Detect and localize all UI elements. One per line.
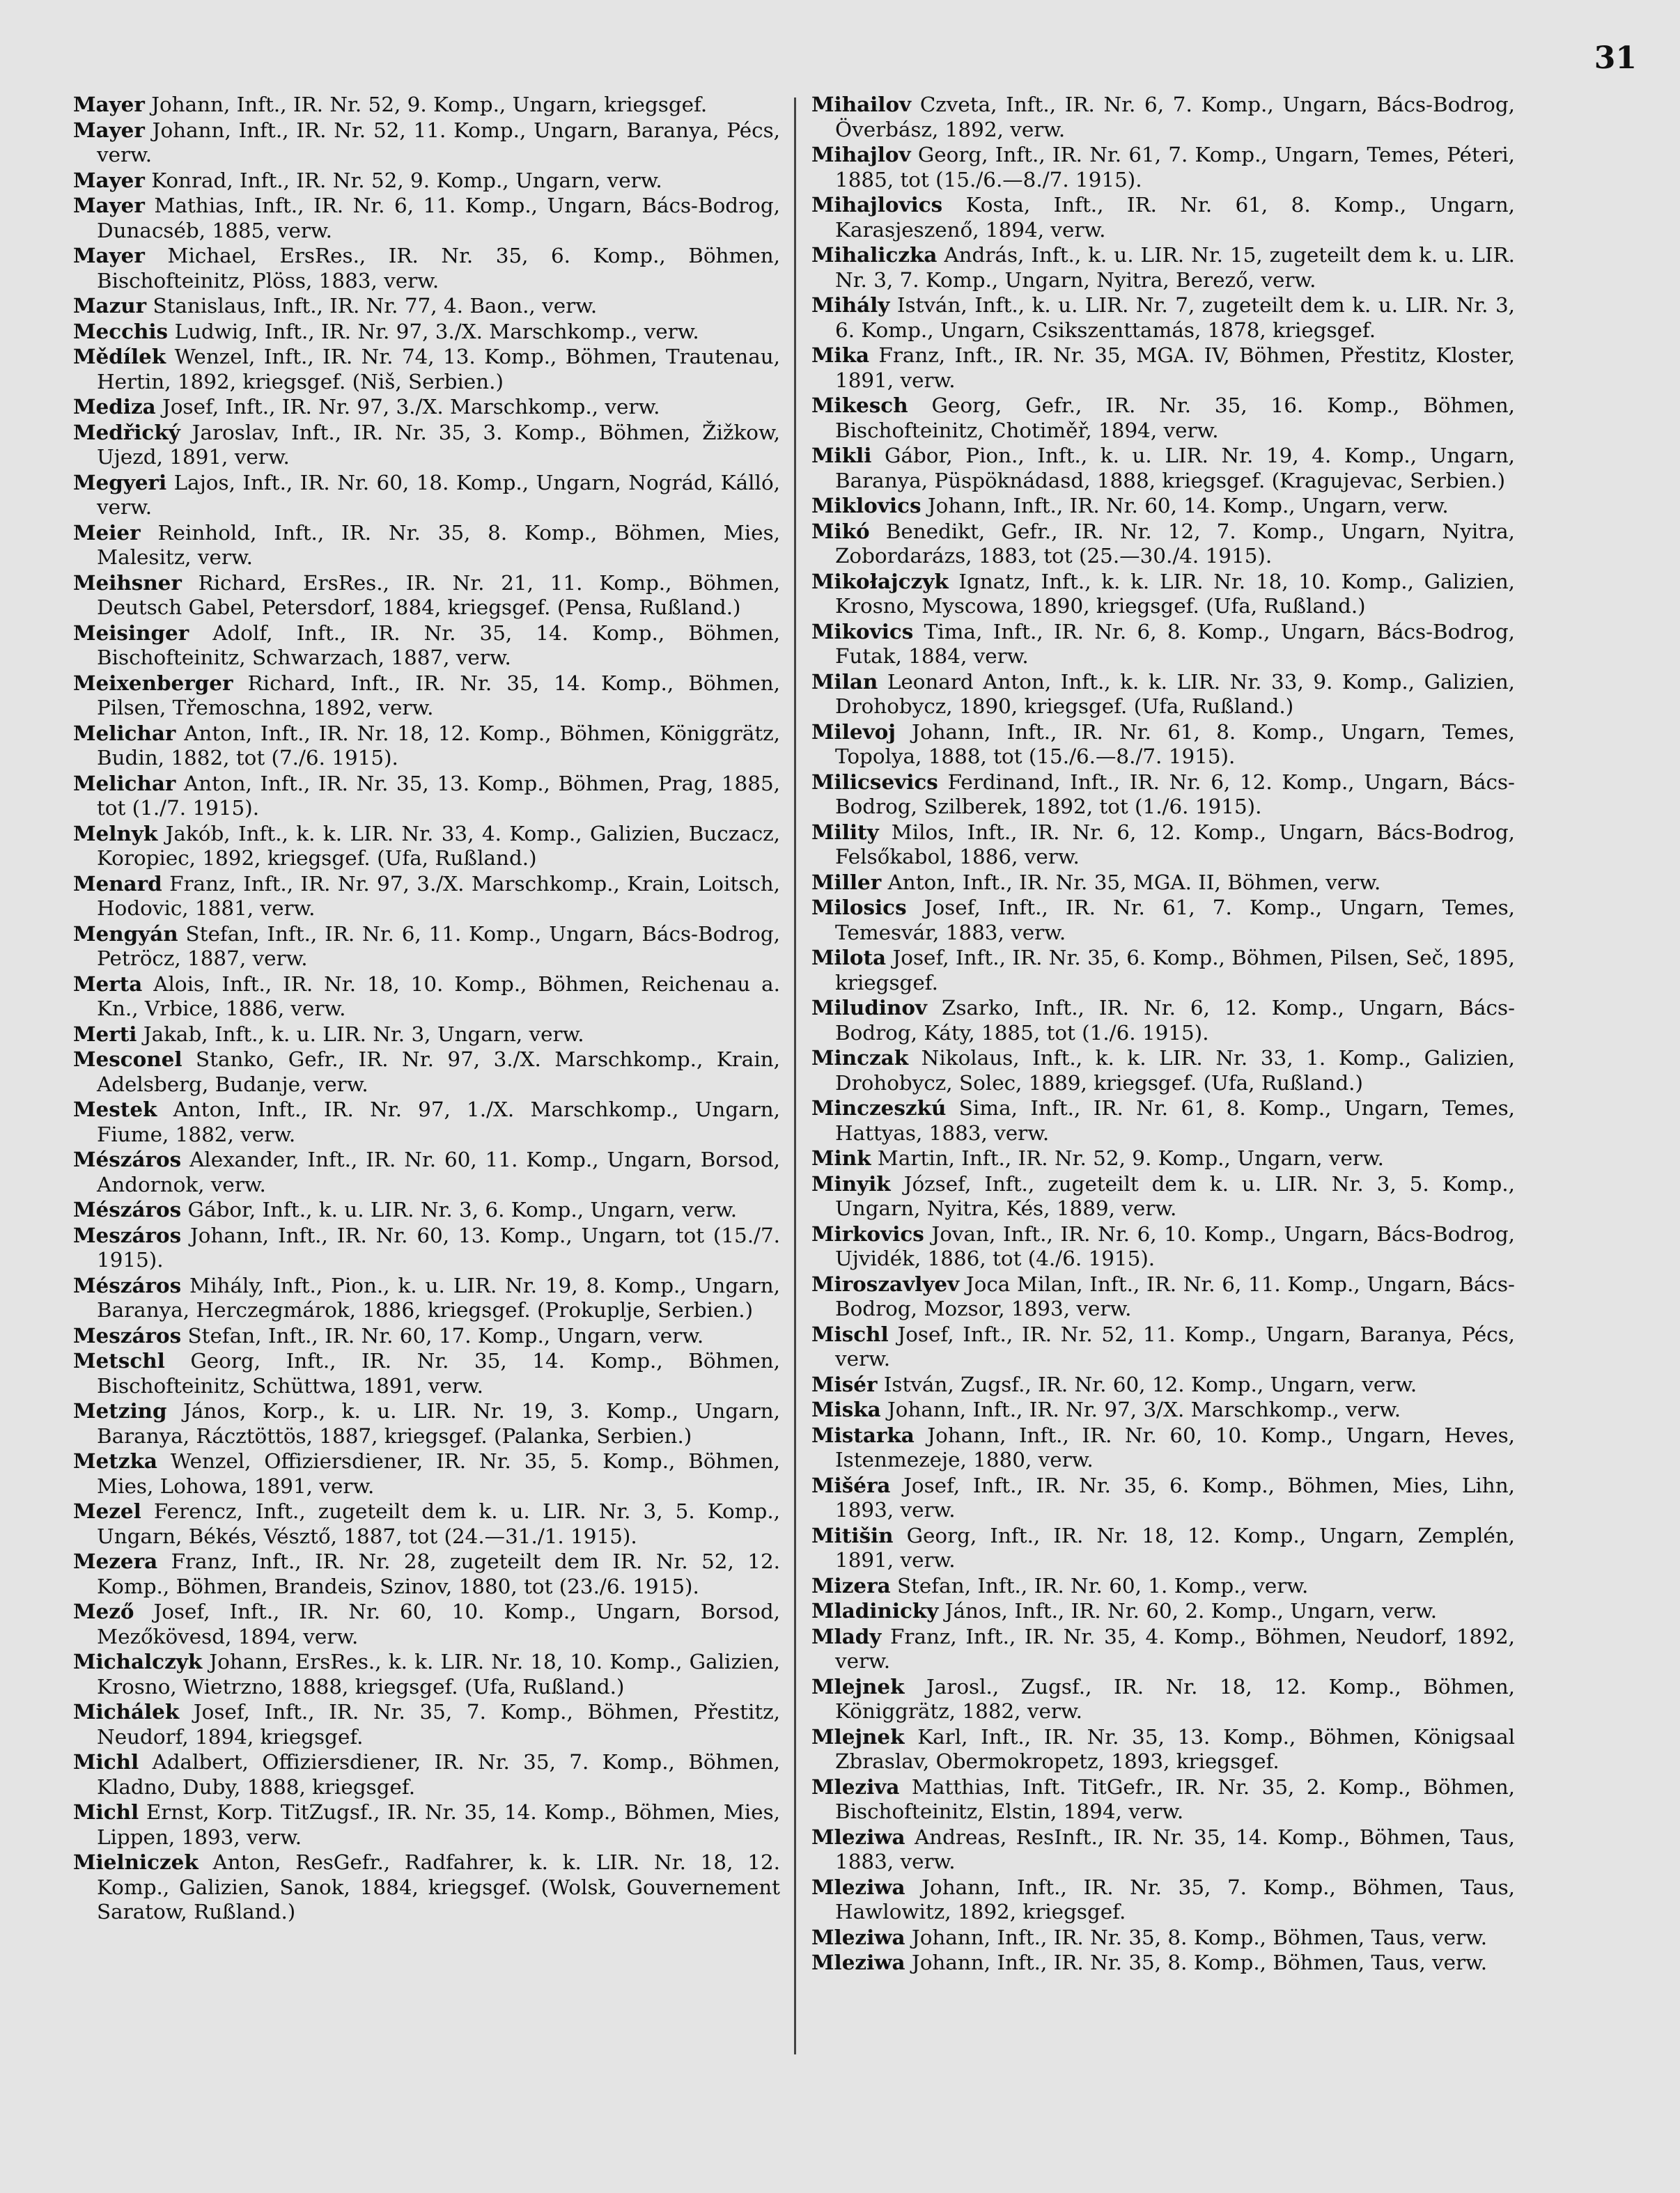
directory-entry bbox=[73, 771, 780, 821]
directory-entry bbox=[73, 1398, 780, 1449]
entry-details: Stefan, Inft., IR. Nr. 60, 1. Komp., verw. bbox=[896, 1573, 1309, 1598]
entry-details: József, Inft., zugeteilt dem k. u. LIR. Nr. 3, 5. Komp., Ungarn, Nyitra, Kés, 1889, verw. bbox=[835, 1171, 1515, 1220]
right-column bbox=[811, 92, 1515, 1976]
entry-surname: Meszáros bbox=[73, 1322, 182, 1348]
entry-surname: Mayer bbox=[73, 167, 145, 192]
entry-details: Andreas, ResInft., IR. Nr. 35, 14. Komp., Böhmen, Taus, 1883, verw. bbox=[835, 1825, 1515, 1873]
directory-entry bbox=[811, 1674, 1515, 1724]
entry-details: Georg, Inft., IR. Nr. 61, 7. Komp., Ungarn, Temes, Péteri, 1885, tot (15./6.—8./7. 1915). bbox=[835, 143, 1516, 192]
entry-details: Johann, Inft., IR. Nr. 35, 8. Komp., Böhmen, Taus, verw. bbox=[911, 1951, 1488, 1974]
entry-surname: Metzka bbox=[73, 1449, 157, 1473]
entry-details: Josef, Inft., IR. Nr. 61, 7. Komp., Ungarn, Temes, Temesvár, 1883, verw. bbox=[835, 896, 1516, 944]
directory-entry bbox=[811, 1825, 1515, 1875]
entry-details: Josef, Inft., IR. Nr. 52, 11. Komp., Ungarn, Baranya, Pécs, verw. bbox=[835, 1322, 1515, 1371]
entry-surname: Mayer bbox=[73, 193, 145, 217]
entry-surname: Mladinicky bbox=[811, 1598, 939, 1623]
directory-entry bbox=[811, 1372, 1515, 1398]
entry-surname: Mischl bbox=[811, 1321, 889, 1346]
entry-surname: Melichar bbox=[73, 720, 176, 745]
directory-entry bbox=[73, 1800, 780, 1850]
directory-entry bbox=[811, 1322, 1515, 1372]
directory-entry bbox=[811, 1774, 1515, 1825]
directory-entry bbox=[811, 1925, 1515, 1951]
column-divider bbox=[794, 97, 796, 2054]
entry-surname: Michálek bbox=[73, 1699, 180, 1724]
entry-details: Johann, Inft., IR. Nr. 35, 7. Komp., Böhmen, Taus, Hawlowitz, 1892, kriegsgef. bbox=[835, 1875, 1515, 1923]
entry-details: Josef, Inft., IR. Nr. 35, 6. Komp., Böhmen, Pilsen, Seč, 1895, kriegsgef. bbox=[835, 946, 1516, 994]
entry-surname: Mikołajczyk bbox=[811, 568, 949, 593]
directory-entry bbox=[73, 243, 780, 293]
entry-surname: Mikó bbox=[811, 518, 870, 543]
entry-details: Georg, Gefr., IR. Nr. 35, 16. Komp., Böhmen, Bischofteinitz, Chotiměř, 1894, verw. bbox=[835, 393, 1515, 442]
directory-entry bbox=[811, 1423, 1515, 1473]
entry-surname: Mayer bbox=[73, 117, 145, 142]
directory-entry bbox=[811, 1473, 1515, 1523]
entry-details: Tima, Inft., IR. Nr. 6, 8. Komp., Ungarn, Bács-Bodrog, Futak, 1884, verw. bbox=[835, 619, 1516, 668]
entry-surname: Michalczyk bbox=[73, 1649, 203, 1673]
entry-surname: Melnyk bbox=[73, 820, 158, 845]
entry-details: Joca Milan, Inft., IR. Nr. 6, 11. Komp., Ungarn, Bács-Bodrog, Mozsor, 1893, verw. bbox=[835, 1272, 1515, 1320]
entry-surname: Mihajlovics bbox=[811, 192, 943, 217]
entry-surname: Mihály bbox=[811, 292, 890, 317]
entry-surname: Mészáros bbox=[73, 1272, 182, 1297]
entry-details: Wenzel, Offiziersdiener, IR. Nr. 35, 5. Komp., Böhmen, Mies, Lohowa, 1891, verw. bbox=[97, 1449, 780, 1498]
entry-details: Stefan, Inft., IR. Nr. 60, 17. Komp., Ungarn, verw. bbox=[187, 1323, 704, 1348]
entry-details: Josef, Inft., IR. Nr. 35, 7. Komp., Böhmen, Přestitz, Neudorf, 1894, kriegsgef. bbox=[97, 1700, 781, 1749]
entry-surname: Mihajlov bbox=[811, 142, 911, 166]
directory-entry bbox=[811, 770, 1515, 820]
entry-surname: Mészáros bbox=[73, 1147, 182, 1171]
entry-details: István, Zugsf., IR. Nr. 60, 12. Komp., Ungarn, verw. bbox=[883, 1372, 1417, 1396]
entry-details: Adalbert, Offiziersdiener, IR. Nr. 35, 7. Komp., Böhmen, Kladno, Duby, 1888, kriegsgef. bbox=[97, 1750, 781, 1799]
entry-details: Franz, Inft., IR. Nr. 97, 3./X. Marschkomp., Krain, Loitsch, Hodovic, 1881, verw. bbox=[97, 871, 781, 920]
directory-entry bbox=[811, 1045, 1515, 1095]
entry-surname: Mikovics bbox=[811, 618, 914, 643]
entry-details: Mathias, Inft., IR. Nr. 6, 11. Komp., Ungarn, Bács-Bodrog, Dunacséb, 1885, verw. bbox=[97, 194, 780, 242]
entry-details: Johann, Inft., IR. Nr. 35, 8. Komp., Böhmen, Taus, verw. bbox=[911, 1925, 1488, 1949]
entry-surname: Mecchis bbox=[73, 318, 169, 343]
entry-details: Mihály, Inft., Pion., k. u. LIR. Nr. 19, 8. Komp., Ungarn, Baranya, Herczegmárok, 1886, kriegsgef. (Prokuplje, Serbien.) bbox=[97, 1273, 780, 1322]
directory-entry bbox=[811, 1171, 1515, 1222]
directory-entry bbox=[811, 870, 1515, 896]
entry-surname: Milota bbox=[811, 945, 887, 969]
entry-surname: Mitišin bbox=[811, 1522, 894, 1547]
entry-surname: Mikesch bbox=[811, 393, 908, 417]
entry-details: Josef, Inft., IR. Nr. 97, 3./X. Marschkomp., verw. bbox=[162, 395, 660, 419]
entry-details: Georg, Inft., IR. Nr. 18, 12. Komp., Ungarn, Zemplén, 1891, verw. bbox=[835, 1523, 1516, 1572]
entry-details: János, Inft., IR. Nr. 60, 2. Komp., Ungarn, verw. bbox=[944, 1599, 1438, 1623]
directory-entry bbox=[73, 621, 780, 671]
entry-details: Georg, Inft., IR. Nr. 35, 14. Komp., Böhmen, Bischofteinitz, Schüttwa, 1891, verw. bbox=[97, 1349, 780, 1398]
entry-surname: Mleziva bbox=[811, 1774, 900, 1799]
entry-details: Jakób, Inft., k. k. LIR. Nr. 33, 4. Komp., Galizien, Buczacz, Koropiec, 1892, kriegsgef. (Ufa, Rußland.) bbox=[97, 821, 781, 870]
directory-entry bbox=[811, 519, 1515, 569]
directory-entry bbox=[73, 570, 780, 621]
entry-details: Gábor, Inft., k. u. LIR. Nr. 3, 6. Komp., Ungarn, verw. bbox=[187, 1198, 738, 1222]
directory-entry bbox=[811, 343, 1515, 393]
entry-surname: Mayer bbox=[73, 243, 145, 267]
entry-surname: Medřický bbox=[73, 419, 180, 444]
entry-details: Johann, Inft., IR. Nr. 60, 13. Komp., Ungarn, tot (15./7. 1915). bbox=[97, 1223, 781, 1272]
entry-details: Zsarko, Inft., IR. Nr. 6, 12. Komp., Ungarn, Bács-Bodrog, Káty, 1885, tot (1./6. 1915). bbox=[835, 996, 1516, 1045]
entry-details: Kosta, Inft., IR. Nr. 61, 8. Komp., Ungarn, Karasjeszenő, 1894, verw. bbox=[835, 193, 1516, 242]
entry-surname: Metschl bbox=[73, 1348, 165, 1373]
directory-entry bbox=[73, 1649, 780, 1699]
entry-surname: Mesconel bbox=[73, 1047, 182, 1071]
entry-surname: Milan bbox=[811, 669, 878, 694]
entry-details: Reinhold, Inft., IR. Nr. 35, 8. Komp., Böhmen, Mies, Malesitz, verw. bbox=[97, 520, 780, 569]
directory-entry bbox=[73, 821, 780, 871]
directory-entry bbox=[73, 1197, 780, 1223]
entry-surname: Melichar bbox=[73, 770, 176, 795]
entry-details: Ferdinand, Inft., IR. Nr. 6, 12. Komp., Ungarn, Bács-Bodrog, Szilberek, 1892, tot (1./6. 1915). bbox=[835, 770, 1515, 818]
entry-details: Franz, Inft., IR. Nr. 28, zugeteilt dem IR. Nr. 52, 12. Komp., Böhmen, Brandeis, Szinov, 1880, tot (23./6. 1915). bbox=[97, 1550, 781, 1598]
directory-entry bbox=[811, 292, 1515, 343]
entry-details: Johann, Inft., IR. Nr. 52, 9. Komp., Ungarn, kriegsgef. bbox=[151, 93, 708, 116]
entry-details: Wenzel, Inft., IR. Nr. 74, 13. Komp., Böhmen, Trautenau, Hertin, 1892, kriegsgef. (Niš, Serbien.) bbox=[97, 345, 781, 393]
entry-details: Jakab, Inft., k. u. LIR. Nr. 3, Ungarn, verw. bbox=[143, 1022, 584, 1046]
entry-surname: Michl bbox=[73, 1800, 139, 1824]
directory-entry bbox=[811, 1598, 1515, 1624]
entry-surname: Mazur bbox=[73, 293, 147, 318]
entry-details: Alois, Inft., IR. Nr. 18, 10. Komp., Böhmen, Reichenau a. Kn., Vrbice, 1886, verw. bbox=[97, 971, 780, 1020]
entry-details: Lajos, Inft., IR. Nr. 60, 18. Komp., Ungarn, Nográd, Kálló, verw. bbox=[97, 470, 780, 519]
entry-details: Adolf, Inft., IR. Nr. 35, 14. Komp., Böhmen, Bischofteinitz, Schwarzach, 1887, verw. bbox=[97, 621, 781, 669]
entry-details: Ignatz, Inft., k. k. LIR. Nr. 18, 10. Komp., Galizien, Krosno, Myscowa, 1890, kriegsgef. (Ufa, Rußland.) bbox=[835, 569, 1516, 618]
entry-details: Czveta, Inft., IR. Nr. 6, 7. Komp., Ungarn, Bács-Bodrog, Överbász, 1892, verw. bbox=[835, 93, 1516, 141]
entry-surname: Mihaliczka bbox=[811, 242, 938, 267]
entry-surname: Mező bbox=[73, 1599, 134, 1623]
directory-entry bbox=[811, 443, 1515, 493]
directory-entry bbox=[73, 1323, 780, 1349]
directory-entry bbox=[73, 470, 780, 520]
entry-details: Konrad, Inft., IR. Nr. 52, 9. Komp., Ungarn, verw. bbox=[151, 168, 662, 192]
directory-entry bbox=[73, 1047, 780, 1097]
directory-entry bbox=[811, 92, 1515, 142]
entry-details: Jaroslav, Inft., IR. Nr. 35, 3. Komp., Böhmen, Žižkow, Ujezd, 1891, verw. bbox=[97, 420, 780, 469]
entry-details: Johann, Inft., IR. Nr. 60, 14. Komp., Ungarn, verw. bbox=[927, 494, 1449, 517]
page-number: 31 bbox=[1594, 40, 1637, 76]
directory-entry bbox=[811, 820, 1515, 870]
entry-details: Michael, ErsRes., IR. Nr. 35, 6. Komp., Böhmen, Bischofteinitz, Plöss, 1883, verw. bbox=[97, 244, 781, 292]
entry-surname: Mediza bbox=[73, 394, 156, 419]
entry-surname: Minczak bbox=[811, 1045, 909, 1070]
entry-details: Josef, Inft., IR. Nr. 35, 6. Komp., Böhmen, Mies, Lihn, 1893, verw. bbox=[835, 1473, 1516, 1522]
entry-surname: Megyeri bbox=[73, 469, 167, 494]
directory-entry bbox=[73, 344, 780, 394]
entry-details: Karl, Inft., IR. Nr. 35, 13. Komp., Böhmen, Königsaal Zbraslav, Obermokropetz, 1893, kriegsgef. bbox=[835, 1724, 1516, 1773]
directory-entry bbox=[73, 92, 780, 118]
entry-surname: Meisinger bbox=[73, 620, 189, 645]
entry-details: Josef, Inft., IR. Nr. 60, 10. Komp., Ungarn, Borsod, Mezőkövesd, 1894, verw. bbox=[97, 1600, 780, 1648]
entry-surname: Mestek bbox=[73, 1097, 157, 1121]
entry-surname: Mleziwa bbox=[811, 1924, 905, 1949]
entry-details: Ferencz, Inft., zugeteilt dem k. u. LIR. Nr. 3, 5. Komp., Ungarn, Békés, Vésztő, 1887, tot (24.—31./1. 1915). bbox=[97, 1499, 781, 1548]
entry-details: Johann, Inft., IR. Nr. 52, 11. Komp., Ungarn, Baranya, Pécs, verw. bbox=[97, 118, 780, 166]
entry-surname: Mlejnek bbox=[811, 1724, 905, 1749]
entry-surname: Mišéra bbox=[811, 1472, 891, 1497]
entry-surname: Mlady bbox=[811, 1623, 882, 1648]
entry-surname: Metzing bbox=[73, 1398, 167, 1423]
directory-entry bbox=[811, 1624, 1515, 1674]
entry-surname: Mezera bbox=[73, 1549, 158, 1573]
directory-entry bbox=[73, 1449, 780, 1499]
entry-surname: Mirkovics bbox=[811, 1221, 924, 1246]
entry-details: Franz, Inft., IR. Nr. 35, 4. Komp., Böhmen, Neudorf, 1892, verw. bbox=[835, 1624, 1515, 1673]
entry-surname: Mészáros bbox=[73, 1197, 182, 1222]
directory-entry bbox=[73, 394, 780, 420]
entry-details: Anton, Inft., IR. Nr. 35, 13. Komp., Böhmen, Prag, 1885, tot (1./7. 1915). bbox=[97, 771, 781, 820]
left-column bbox=[73, 92, 780, 1925]
entry-surname: Menard bbox=[73, 871, 162, 896]
directory-entry bbox=[811, 493, 1515, 519]
directory-entry bbox=[73, 193, 780, 243]
entry-surname: Meszáros bbox=[73, 1222, 182, 1247]
entry-details: Johann, Inft., IR. Nr. 97, 3/X. Marschkomp., verw. bbox=[887, 1398, 1401, 1421]
entry-surname: Minczeszkú bbox=[811, 1095, 947, 1120]
entry-details: Sima, Inft., IR. Nr. 61, 8. Komp., Ungarn, Temes, Hattyas, 1883, verw. bbox=[835, 1096, 1515, 1145]
entry-surname: Mayer bbox=[73, 92, 145, 116]
entry-surname: Mika bbox=[811, 343, 870, 367]
directory-entry bbox=[73, 1022, 780, 1047]
entry-details: Leonard Anton, Inft., k. k. LIR. Nr. 33, 9. Komp., Galizien, Drohobycz, 1890, kriegsgef. (Ufa, Rußland.) bbox=[835, 669, 1515, 718]
directory-entry bbox=[811, 1523, 1515, 1573]
directory-entry bbox=[73, 1549, 780, 1599]
entry-surname: Mikli bbox=[811, 443, 872, 467]
entry-details: Alexander, Inft., IR. Nr. 60, 11. Komp., Ungarn, Borsod, Andornok, verw. bbox=[97, 1148, 781, 1196]
entry-surname: Mezel bbox=[73, 1499, 141, 1523]
directory-entry bbox=[811, 1950, 1515, 1976]
entry-surname: Mleziwa bbox=[811, 1950, 905, 1974]
entry-details: Benedikt, Gefr., IR. Nr. 12, 7. Komp., Ungarn, Nyitra, Zobordarázs, 1883, tot (25.—30./4. 1915). bbox=[835, 519, 1515, 568]
directory-entry bbox=[811, 1397, 1515, 1423]
directory-entry bbox=[811, 945, 1515, 995]
entry-details: Milos, Inft., IR. Nr. 6, 12. Komp., Ungarn, Bács-Bodrog, Felsőkabol, 1886, verw. bbox=[835, 820, 1516, 868]
directory-entry bbox=[73, 420, 780, 470]
entry-details: István, Inft., k. u. LIR. Nr. 7, zugeteilt dem k. u. LIR. Nr. 3, 6. Komp., Ungarn, Csikszenttamás, 1878, kriegsgef. bbox=[835, 293, 1515, 342]
entry-surname: Mility bbox=[811, 819, 879, 844]
entry-details: János, Korp., k. u. LIR. Nr. 19, 3. Komp., Ungarn, Baranya, Rácztöttös, 1887, kriegsgef. (Palanka, Serbien.) bbox=[97, 1399, 780, 1448]
entry-surname: Mědílek bbox=[73, 344, 166, 368]
entry-details: Anton, Inft., IR. Nr. 18, 12. Komp., Böhmen, Königgrätz, Budin, 1882, tot (7./6. 1915). bbox=[97, 721, 781, 770]
directory-entry bbox=[73, 921, 780, 971]
entry-surname: Mielniczek bbox=[73, 1850, 199, 1874]
directory-entry bbox=[811, 619, 1515, 669]
entry-surname: Mihailov bbox=[811, 92, 912, 116]
entry-details: Ludwig, Inft., IR. Nr. 97, 3./X. Marschkomp., verw. bbox=[174, 319, 699, 343]
directory-entry bbox=[811, 1573, 1515, 1599]
entry-details: Johann, Inft., IR. Nr. 60, 10. Komp., Ungarn, Heves, Istenmezeje, 1880, verw. bbox=[835, 1423, 1515, 1472]
entry-surname: Mink bbox=[811, 1146, 871, 1170]
entry-surname: Mleziwa bbox=[811, 1824, 905, 1849]
directory-entry bbox=[73, 1273, 780, 1323]
directory-entry bbox=[73, 1147, 780, 1197]
directory-entry bbox=[811, 1724, 1515, 1774]
entry-details: András, Inft., k. u. LIR. Nr. 15, zugeteilt dem k. u. LIR. Nr. 3, 7. Komp., Ungarn, Nyitra, Berező, verw. bbox=[835, 243, 1516, 292]
entry-details: Stefan, Inft., IR. Nr. 6, 11. Komp., Ungarn, Bács-Bodrog, Petröcz, 1887, verw. bbox=[97, 921, 781, 970]
entry-surname: Miklovics bbox=[811, 493, 921, 517]
entry-surname: Merti bbox=[73, 1021, 137, 1046]
directory-entry bbox=[73, 721, 780, 771]
entry-details: Ernst, Korp. TitZugsf., IR. Nr. 35, 14. Komp., Böhmen, Mies, Lippen, 1893, verw. bbox=[97, 1800, 781, 1849]
entry-details: Anton, Inft., IR. Nr. 97, 1./X. Marschkomp., Ungarn, Fiume, 1882, verw. bbox=[97, 1098, 780, 1146]
directory-entry bbox=[811, 192, 1515, 242]
entry-surname: Miska bbox=[811, 1397, 881, 1421]
entry-surname: Milevoj bbox=[811, 719, 896, 744]
directory-entry bbox=[811, 393, 1515, 443]
directory-entry bbox=[73, 671, 780, 721]
directory-entry bbox=[73, 1850, 780, 1925]
directory-entry bbox=[811, 995, 1515, 1045]
directory-entry bbox=[73, 1097, 780, 1147]
entry-surname: Meier bbox=[73, 520, 141, 545]
entry-details: Anton, Inft., IR. Nr. 35, MGA. II, Böhmen, verw. bbox=[887, 870, 1381, 894]
directory-entry bbox=[73, 520, 780, 570]
entry-surname: Mlejnek bbox=[811, 1673, 905, 1699]
directory-entry bbox=[73, 1749, 780, 1800]
directory-entry bbox=[811, 1146, 1515, 1171]
entry-surname: Miller bbox=[811, 869, 882, 894]
entry-details: Gábor, Pion., Inft., k. u. LIR. Nr. 19, 4. Komp., Ungarn, Baranya, Püspöknádasd, 1888, kriegsgef. (Kragujevac, Serbien.) bbox=[835, 444, 1516, 492]
directory-entry bbox=[73, 168, 780, 194]
entry-details: Johann, ErsRes., k. k. LIR. Nr. 18, 10. Komp., Galizien, Krosno, Wietrzno, 1888, kriegsgef. (Ufa, Rußland.) bbox=[97, 1650, 780, 1699]
entry-surname: Miludinov bbox=[811, 995, 927, 1020]
entry-surname: Misér bbox=[811, 1371, 878, 1396]
directory-entry bbox=[811, 719, 1515, 770]
directory-entry bbox=[73, 1223, 780, 1273]
directory-entry bbox=[73, 871, 780, 921]
entry-details: Franz, Inft., IR. Nr. 35, MGA. IV, Böhmen, Přestitz, Kloster, 1891, verw. bbox=[835, 343, 1516, 392]
directory-entry bbox=[73, 118, 780, 168]
entry-surname: Miroszavlyev bbox=[811, 1271, 960, 1296]
directory-entry bbox=[73, 971, 780, 1022]
directory-entry bbox=[73, 319, 780, 345]
entry-details: Johann, Inft., IR. Nr. 61, 8. Komp., Ungarn, Temes, Topolya, 1888, tot (15./6.—8./7. 1915). bbox=[835, 719, 1516, 768]
entry-surname: Michl bbox=[73, 1749, 139, 1774]
directory-entry bbox=[811, 569, 1515, 619]
entry-surname: Milicsevics bbox=[811, 769, 938, 794]
entry-details: Stanislaus, Inft., IR. Nr. 77, 4. Baon., verw. bbox=[153, 294, 598, 318]
directory-entry bbox=[73, 1699, 780, 1749]
entry-surname: Mleziwa bbox=[811, 1874, 905, 1899]
directory-entry bbox=[73, 1599, 780, 1649]
entry-surname: Mengyán bbox=[73, 921, 178, 946]
directory-entry bbox=[811, 669, 1515, 719]
entry-details: Richard, ErsRes., IR. Nr. 21, 11. Komp., Böhmen, Deutsch Gabel, Petersdorf, 1884, kriegsgef. (Pensa, Rußland.) bbox=[97, 570, 780, 619]
directory-entry bbox=[811, 242, 1515, 292]
directory-entry bbox=[73, 293, 780, 319]
entry-surname: Mizera bbox=[811, 1572, 891, 1598]
entry-surname: Meixenberger bbox=[73, 670, 233, 695]
entry-details: Matthias, Inft. TitGefr., IR. Nr. 35, 2. Komp., Böhmen, Bischofteinitz, Elstin, 1894, verw. bbox=[835, 1774, 1515, 1823]
directory-entry bbox=[73, 1499, 780, 1549]
directory-entry bbox=[811, 142, 1515, 192]
entry-surname: Mistarka bbox=[811, 1422, 915, 1447]
directory-entry bbox=[811, 1222, 1515, 1272]
entry-details: Jovan, Inft., IR. Nr. 6, 10. Komp., Ungarn, Bács-Bodrog, Ujvidék, 1886, tot (4./6. 1915). bbox=[835, 1222, 1515, 1270]
entry-details: Jarosl., Zugsf., IR. Nr. 18, 12. Komp., Böhmen, Königgrätz, 1882, verw. bbox=[835, 1674, 1515, 1723]
entry-surname: Merta bbox=[73, 971, 143, 996]
entry-surname: Meihsner bbox=[73, 570, 182, 595]
entry-surname: Minyik bbox=[811, 1171, 891, 1196]
entry-surname: Milosics bbox=[811, 895, 907, 919]
directory-entry bbox=[811, 895, 1515, 945]
directory-entry bbox=[73, 1348, 780, 1398]
entry-details: Anton, ResGefr., Radfahrer, k. k. LIR. Nr. 18, 12. Komp., Galizien, Sanok, 1884, kriegsgef. (Wolsk, Gouvernement Saratow, Rußland.) bbox=[97, 1850, 780, 1923]
entry-details: Stanko, Gefr., IR. Nr. 97, 3./X. Marschkomp., Krain, Adelsberg, Budanje, verw. bbox=[97, 1047, 780, 1096]
directory-entry bbox=[811, 1875, 1515, 1925]
directory-entry bbox=[811, 1272, 1515, 1322]
entry-details: Martin, Inft., IR. Nr. 52, 9. Komp., Ungarn, verw. bbox=[877, 1146, 1384, 1170]
entry-details: Nikolaus, Inft., k. k. LIR. Nr. 33, 1. Komp., Galizien, Drohobycz, Solec, 1889, kriegsgef. (Ufa, Rußland.) bbox=[835, 1046, 1515, 1095]
entry-details: Richard, Inft., IR. Nr. 35, 14. Komp., Böhmen, Pilsen, Třemoschna, 1892, verw. bbox=[97, 671, 781, 719]
directory-entry bbox=[811, 1095, 1515, 1146]
